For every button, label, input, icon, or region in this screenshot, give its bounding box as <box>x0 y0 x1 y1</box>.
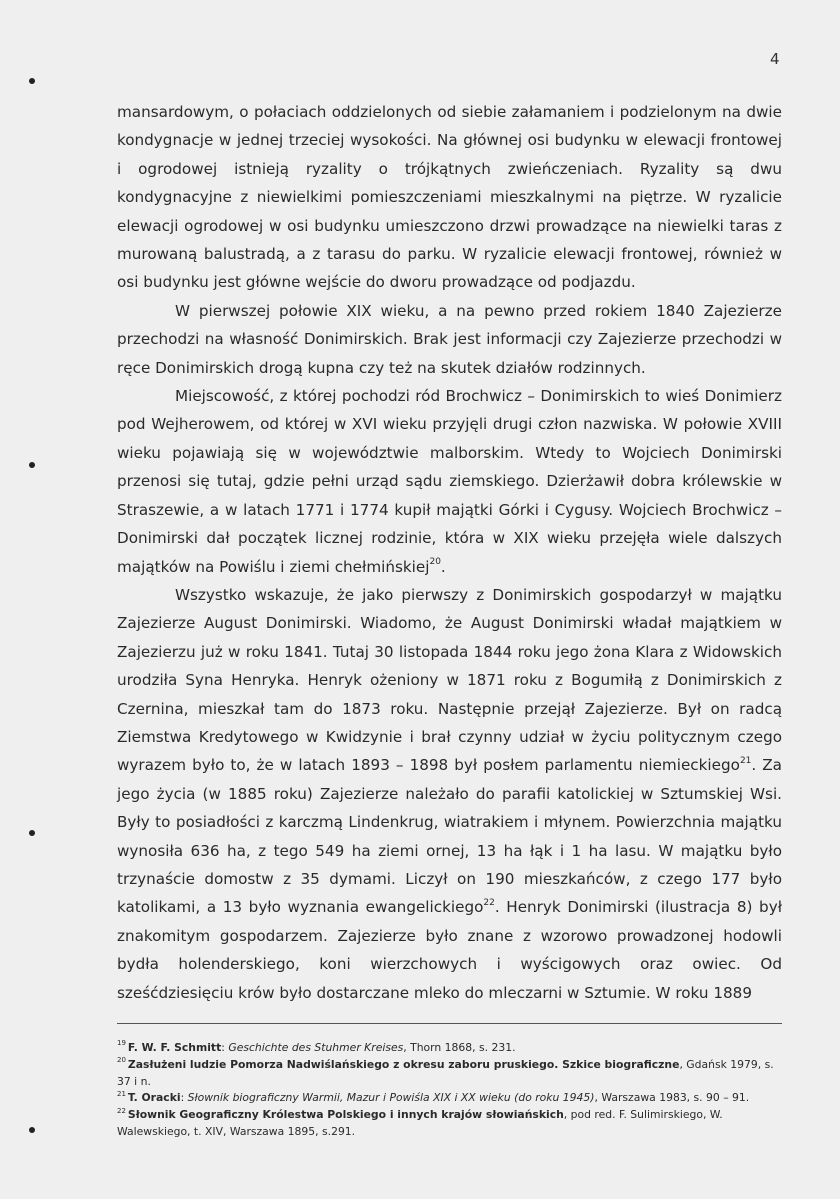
footnote-author: Zasłużeni ludzie Pomorza Nadwiślańskiego z okresu zaboru pruskiego. Szkice biograficzne <box>127 1057 680 1071</box>
paragraph-text: Miejscowość, z której pochodzi ród Brochwicz – Donimirskich to wieś Donimierz pod Wejherowem, od której w XVI wieku przyjęli drugi człon nazwiska. W połowie XVIII wieku pojawiają się w województwie malborskim. Wtedy to Wojciech Donimirski przenosi się tutaj, gdzie pełni urząd sądu ziemskiego. Dzierżawił dobra królewskie w Straszewie, a w latach 1771 i 1774 kupił majątki Górki i Cygusy. Wojciech Brochwicz – Donimirski dał początek licznej rodzinie, która w XIX wieku przejęła wiele dalszych majątków na Powiślu i ziemi chełmińskiej <box>117 387 782 576</box>
paragraph-text: . <box>440 557 446 576</box>
footnote-details: , pod red. F. Sulimirskiego, W. Walewskiego, t. XIV, Warszawa 1895, s.291. <box>117 1108 723 1138</box>
footnote-author: T. Oracki <box>127 1091 181 1105</box>
paragraph-text: mansardowym, o połaciach oddzielonych od siebie załamaniem i podzielonym na dwie kondygnacje w jednej trzeciej wysokości. Na głównej osi budynku w elewacji frontowej i ogrodowej istnieją ryzality o trójkątnych zwieńczeniach. Ryzality są dwu kondygnacyjne z niewielkimi pomieszczeniami mieszkalnymi na piętrze. W ryzalicie elewacji ogrodowej w osi budynku umieszczono drzwi prowadzące na niewielki taras z murowaną balustradą, a z tarasu do parku. W ryzalicie elewacji frontowej, również w osi budynku jest główne wejście do dworu prowadzące od podjazdu. <box>117 103 782 292</box>
footnote-author: Słownik Geograficzny Królestwa Polskiego i innych krajów słowiańskich <box>127 1108 564 1122</box>
punch-hole-mark <box>29 78 35 84</box>
footnote-number: 19 <box>117 1039 126 1048</box>
paragraph <box>117 581 782 1007</box>
footnote-number: 20 <box>117 1056 126 1065</box>
page-number: 4 <box>770 50 780 68</box>
footnote-number: 22 <box>117 1106 126 1115</box>
footnote <box>117 1057 782 1091</box>
footnote <box>117 1090 782 1107</box>
punch-hole-mark <box>29 830 35 836</box>
body-text <box>117 98 782 1007</box>
footnote-ref: 21 <box>739 756 752 767</box>
footnote-title: Geschichte des Stuhmer Kreises <box>228 1041 404 1054</box>
paragraph-text: Wszystko wskazuje, że jako pierwszy z Donimirskich gospodarzył w majątku Zajezierze August Donimirski. Wiadomo, że August Donimirski władał majątkiem w Zajezierzu już w roku 1841. Tutaj 30 listopada 1844 roku jego żona Klara z Widowskich urodziła Syna Henryka. Henryk ożeniony w 1871 roku z Bogumiłą z Donimirskich z Czernina, mieszkał tam do 1873 roku. Następnie przejął Zajezierze. Był on radcą Ziemstwa Kredytowego w Kwidzynie i brał czynny udział w życiu politycznym czego wyrazem było to, że w latach 1893 – 1898 był posłem parlamentu niemieckiego <box>117 585 782 775</box>
footnote-details: , Thorn 1868, s. 231. <box>403 1041 516 1054</box>
paragraph-text: . Henryk Donimirski (ilustracja 8) był znakomitym gospodarzem. Zajezierze było znane z wzorowo prowadzonej hodowli bydła holenderskiego, koni wierzchowych i wyścigowych oraz owiec. Od sześćdziesięciu krów było dostarczane mleko do mleczarni w Sztumie. W roku 1889 <box>117 898 783 1002</box>
footnote-separator: : <box>180 1091 188 1105</box>
footnote-title: Słownik biograficzny Warmii, Mazur i Powiśla XIX i XX wieku (do roku 1945) <box>187 1091 595 1105</box>
footnotes <box>117 1040 782 1141</box>
footnote-details: , Gdańsk 1979, s. 37 i n. <box>117 1057 774 1088</box>
footnote-number: 21 <box>117 1089 126 1098</box>
paragraph-text: . Za jego życia (w 1885 roku) Zajezierze należało do parafii katolickiej w Sztumskiej Wsi. Były to posiadłości z karczmą Lindenkrug, wiatrakiem i młynem. Powierzchnia majątku wynosiła 636 ha, z tego 549 ha ziemi ornej, 13 ha łąk i 1 ha lasu. W majątku było trzynaście domostw z 35 dymami. Liczył on 190 mieszkańców, z czego 177 było katolikami, a 13 było wyznania ewangelickiego <box>117 756 782 917</box>
footnote <box>117 1107 782 1141</box>
footnote-separator: : <box>221 1041 229 1054</box>
footnote-author: F. W. F. Schmitt <box>127 1041 222 1054</box>
paragraph <box>117 382 782 581</box>
paragraph <box>117 297 782 382</box>
paragraph <box>117 98 782 297</box>
footnote <box>117 1040 782 1057</box>
paragraph-text: W pierwszej połowie XIX wieku, a na pewno przed rokiem 1840 Zajezierze przechodzi na własność Donimirskich. Brak jest informacji czy Zajezierze przechodzi w ręce Donimirskich drogą kupna czy też na skutek działów rodzinnych. <box>117 301 782 377</box>
punch-hole-mark <box>29 1127 35 1133</box>
footnote-details: , Warszawa 1983, s. 90 – 91. <box>594 1091 750 1105</box>
footnote-ref: 20 <box>429 557 441 568</box>
footnote-divider <box>117 1023 782 1024</box>
punch-hole-mark <box>29 462 35 468</box>
footnote-ref: 22 <box>483 898 495 909</box>
